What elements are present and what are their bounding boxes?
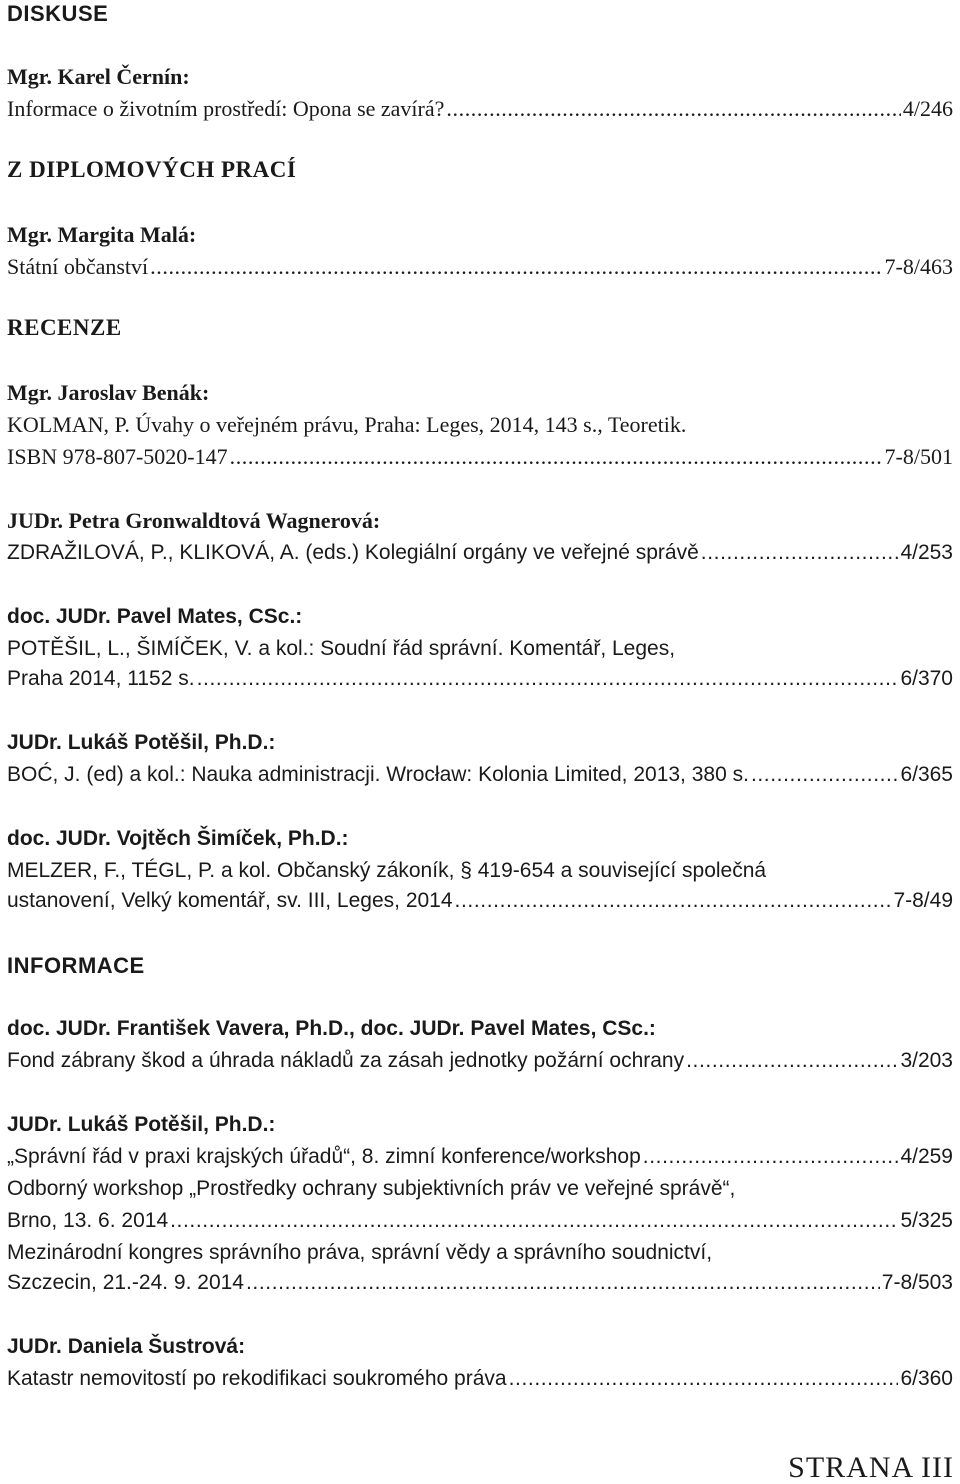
- entry-line: [7, 1268, 953, 1298]
- dot-leader: [170, 1206, 898, 1236]
- issue-page-ref: 6/370: [900, 667, 953, 690]
- issue-page-ref: 3/203: [900, 1049, 953, 1072]
- dot-leader: [643, 1142, 899, 1172]
- issue-page-ref: 7-8/49: [893, 889, 953, 912]
- entry-line: [7, 1206, 953, 1236]
- author-wagnerova: JUDr. Petra Gronwaldtová Wagnerová:: [7, 508, 381, 533]
- author-potesil: JUDr. Lukáš Potěšil, Ph.D.:: [7, 731, 276, 754]
- author-mala: Mgr. Margita Malá:: [7, 222, 197, 247]
- section-heading-diplomove-prace: Z DIPLOMOVÝCH PRACÍ: [7, 157, 297, 182]
- author-vavera-mates: doc. JUDr. František Vavera, Ph.D., doc. JUDr. Pavel Mates, CSc.:: [7, 1017, 656, 1040]
- entry-title: „Správní řád v praxi krajských úřadů“, 8. zimní konference/workshop: [7, 1145, 641, 1168]
- entry-line: KOLMAN, P. Úvahy o veřejném právu, Praha: Leges, 2014, 143 s., Teoretik.: [7, 412, 687, 437]
- dot-leader: [446, 94, 900, 124]
- entry-line: [7, 760, 953, 790]
- entry-line: [7, 94, 953, 124]
- author-simicek: doc. JUDr. Vojtěch Šimíček, Ph.D.:: [7, 827, 349, 850]
- entry-title: Fond zábrany škod a úhrada nákladů za zásah jednotky požární ochrany: [7, 1049, 685, 1072]
- entry-line: Odborný workshop „Prostředky ochrany subjektivních práv ve veřejné správě“,: [7, 1177, 736, 1200]
- dot-leader: [751, 760, 899, 790]
- section-heading-diskuse: DISKUSE: [7, 1, 109, 26]
- entry-line: MELZER, F., TÉGL, P. a kol. Občanský zákoník, § 419-654 a související společná: [7, 859, 767, 882]
- entry-title: BOĆ, J. (ed) a kol.: Nauka administracji. Wrocław: Kolonia Limited, 2013, 380 s.: [7, 763, 749, 786]
- author-mates: doc. JUDr. Pavel Mates, CSc.:: [7, 605, 303, 628]
- author-sustrova: JUDr. Daniela Šustrová:: [7, 1335, 246, 1358]
- issue-page-ref: 4/259: [900, 1145, 953, 1168]
- author-benak: Mgr. Jaroslav Benák:: [7, 380, 210, 405]
- entry-line: [7, 886, 953, 916]
- entry-title: Szczecin, 21.-24. 9. 2014: [7, 1271, 244, 1294]
- dot-leader: [150, 252, 882, 282]
- issue-page-ref: 7-8/463: [884, 254, 953, 279]
- entry-title: Informace o životním prostředí: Opona se zavírá?: [7, 96, 445, 121]
- dot-leader: [701, 538, 899, 568]
- entry-line: [7, 442, 953, 472]
- issue-page-ref: 6/365: [900, 763, 953, 786]
- dot-leader: [509, 1364, 899, 1394]
- issue-page-ref: 7-8/501: [884, 444, 953, 469]
- entry-title: Státní občanství: [7, 254, 149, 279]
- section-heading-recenze: RECENZE: [7, 315, 122, 340]
- author-cernin: Mgr. Karel Černín:: [7, 64, 190, 89]
- page-footer: STRANA III: [788, 1451, 954, 1484]
- dot-leader: [455, 886, 892, 916]
- entry-title: ustanovení, Velký komentář, sv. III, Leges, 2014: [7, 889, 453, 912]
- issue-page-ref: 5/325: [900, 1209, 953, 1232]
- entry-line: POTĚŠIL, L., ŠIMÍČEK, V. a kol.: Soudní řád správní. Komentář, Leges,: [7, 637, 676, 660]
- entry-title: ISBN 978-807-5020-147: [7, 444, 228, 469]
- entry-title: Katastr nemovitostí po rekodifikaci soukromého práva: [7, 1367, 507, 1390]
- issue-page-ref: 7-8/503: [881, 1271, 953, 1294]
- author-potesil-2: JUDr. Lukáš Potěšil, Ph.D.:: [7, 1113, 276, 1136]
- entry-line: [7, 538, 953, 568]
- entry-line: [7, 1142, 953, 1172]
- entry-line: [7, 252, 953, 282]
- entry-line: [7, 664, 953, 694]
- dot-leader: [230, 442, 883, 472]
- entry-title: Brno, 13. 6. 2014: [7, 1209, 169, 1232]
- issue-page-ref: 4/253: [900, 541, 953, 564]
- dot-leader: [246, 1268, 880, 1298]
- entry-title: ZDRAŽILOVÁ, P., KLIKOVÁ, A. (eds.) Kolegiální orgány ve veřejné správě: [7, 541, 699, 564]
- entry-title: Praha 2014, 1152 s.: [7, 667, 195, 690]
- issue-page-ref: 4/246: [902, 96, 953, 121]
- section-heading-informace: INFORMACE: [7, 953, 145, 978]
- dot-leader: [686, 1046, 898, 1076]
- dot-leader: [197, 664, 899, 694]
- entry-line: Mezinárodní kongres správního práva, správní vědy a správního soudnictví,: [7, 1241, 713, 1264]
- entry-line: [7, 1364, 953, 1394]
- issue-page-ref: 6/360: [900, 1367, 953, 1390]
- entry-line: [7, 1046, 953, 1076]
